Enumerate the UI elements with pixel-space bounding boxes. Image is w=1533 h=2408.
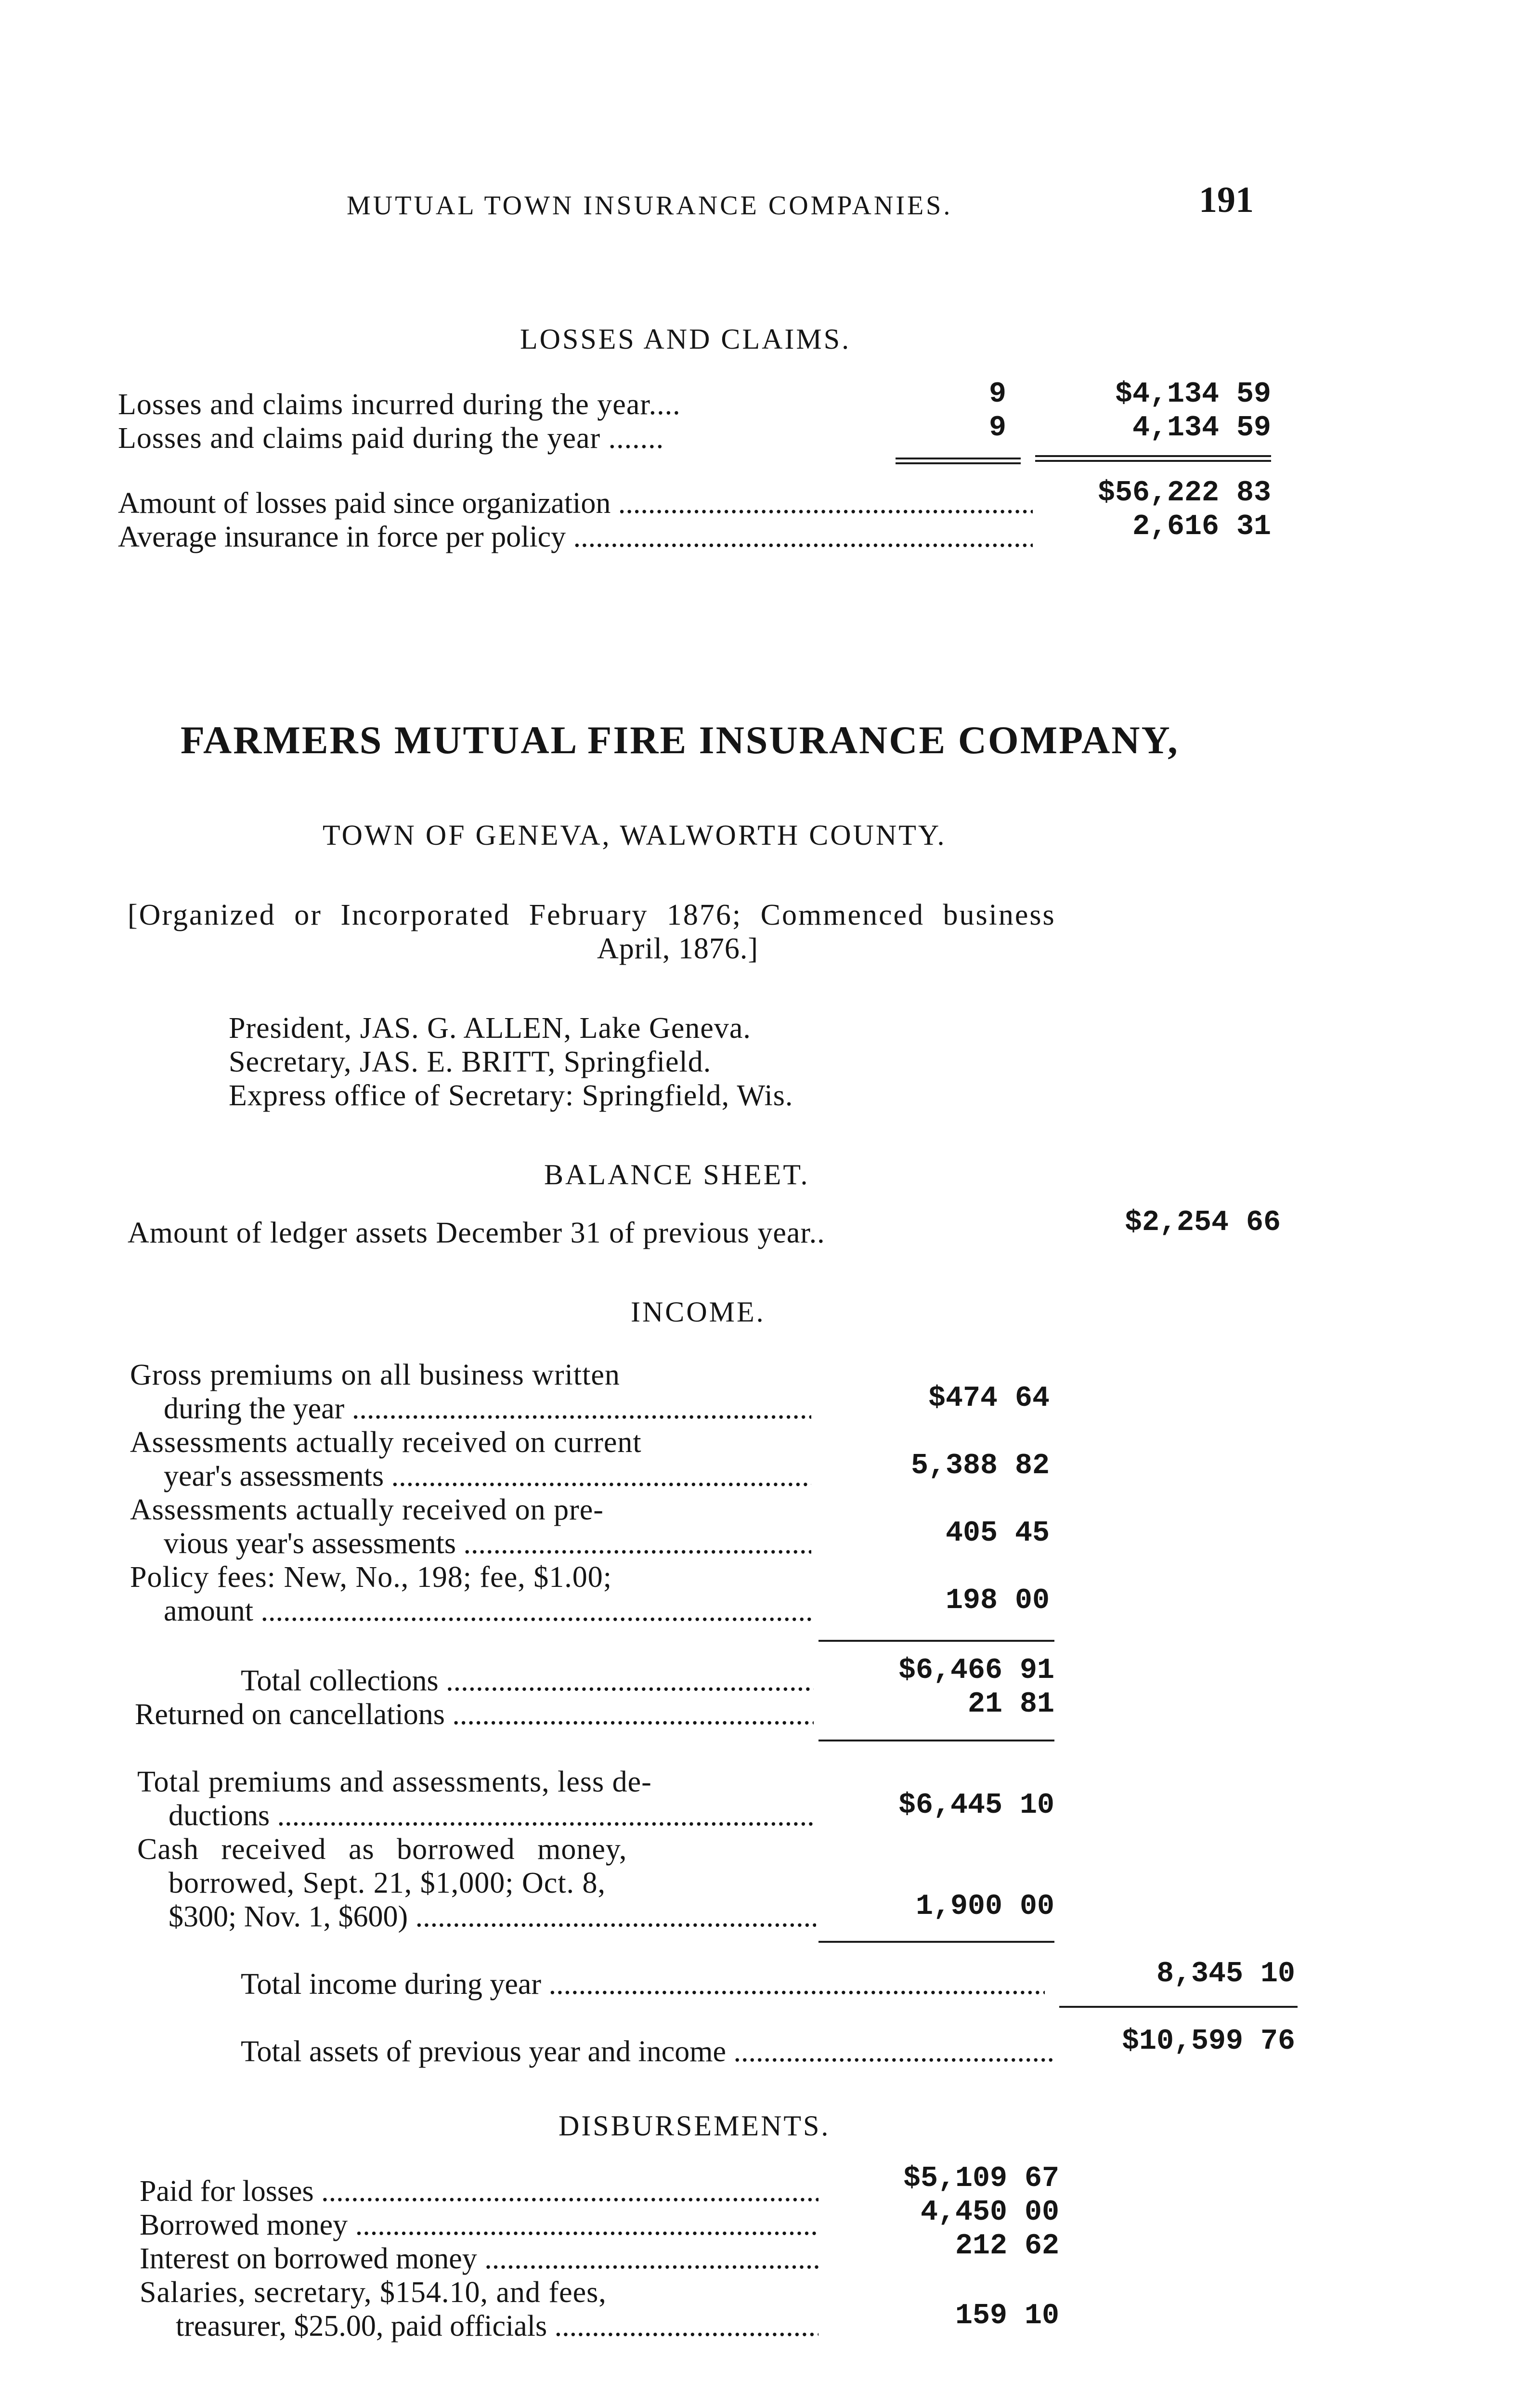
income-item-1-amount: $474 64 (928, 1382, 1050, 1415)
losses-since-organization-label: Amount of losses paid since organization ..... (118, 486, 1033, 521)
cash-borrowed-line-2: borrowed, Sept. 21, $1,000; Oct. 8, (169, 1867, 606, 1899)
balance-sheet-heading: BALANCE SHEET. (544, 1159, 810, 1191)
salaries-amount: 159 10 (955, 2300, 1059, 2332)
losses-incurred-amount: $4,134 59 (1115, 378, 1271, 411)
company-name: FARMERS MUTUAL FIRE INSURANCE COMPANY, (181, 718, 1179, 762)
income-heading: INCOME. (631, 1296, 766, 1328)
cash-borrowed-line-1: Cash received as borrowed money, (137, 1833, 627, 1866)
interest-amount: 212 62 (955, 2230, 1059, 2263)
cash-borrowed-amount: 1,900 00 (915, 1890, 1054, 1923)
company-location: TOWN OF GENEVA, WALWORTH COUNTY. (323, 819, 947, 851)
total-assets-label: Total assets of previous year and income ..... (241, 2035, 1054, 2069)
express-office: Express office of Secretary: Springfield, Wis. (229, 1079, 793, 1112)
income-item-3-line-2: vious year's assessments ..... (164, 1527, 811, 1561)
income-item-2-line-1: Assessments actually received on current (130, 1426, 642, 1459)
income-item-3-line-1: Assessments actually received on pre- (130, 1493, 604, 1526)
average-insurance-label: Average insurance in force per policy ..... (118, 520, 1033, 554)
income-item-2-line-2: year's assessments ..... (164, 1459, 811, 1493)
paid-losses-label: Paid for losses ..... (140, 2174, 818, 2209)
net-premiums-line-2: ductions ..... (169, 1799, 816, 1833)
income-rule (818, 1941, 1054, 1943)
collections-rule (818, 1640, 1054, 1642)
income-item-1-line-2: during the year ..... (164, 1392, 811, 1426)
returned-amount: 21 81 (967, 1688, 1054, 1721)
paid-losses-amount: $5,109 67 (903, 2162, 1059, 2195)
ledger-assets-label: Amount of ledger assets December 31 of previous year.. (128, 1217, 825, 1249)
average-insurance-amount: 2,616 31 (1132, 510, 1271, 543)
losses-incurred-label: Losses and claims incurred during the year.... (118, 388, 681, 421)
amount-double-rule (1035, 455, 1271, 462)
salaries-line-2: treasurer, $25.00, paid officials ..... (176, 2309, 818, 2343)
salaries-line-1: Salaries, secretary, $154.10, and fees, (140, 2276, 607, 2309)
organized-line-1: [Organized or Incorporated February 1876; Commenced business (128, 899, 1056, 931)
total-income-label: Total income during year ..... (241, 1967, 1045, 2002)
income-item-4-amount: 198 00 (945, 1584, 1050, 1617)
page-number: 191 (1199, 180, 1254, 220)
cash-borrowed-line-3: $300; Nov. 1, $600) ..... (169, 1900, 816, 1934)
losses-paid-label: Losses and claims paid during the year ....... (118, 422, 664, 455)
income-item-1-line-1: Gross premiums on all business written (130, 1359, 620, 1391)
income-item-4-line-2: amount ..... (164, 1594, 811, 1628)
organized-line-2: April, 1876.] (597, 932, 759, 965)
count-double-rule (896, 458, 1021, 464)
losses-incurred-count: 9 (988, 378, 1006, 411)
ledger-assets-amount: $2,254 66 (1124, 1206, 1281, 1239)
total-collections-amount: $6,466 91 (898, 1654, 1054, 1687)
officer-secretary: Secretary, JAS. E. BRITT, Springfield. (229, 1046, 712, 1078)
running-title: MUTUAL TOWN INSURANCE COMPANIES. (347, 191, 953, 221)
losses-heading: LOSSES AND CLAIMS. (520, 323, 851, 355)
disbursements-heading: DISBURSEMENTS. (559, 2110, 831, 2142)
income-item-4-line-1: Policy fees: New, No., 198; fee, $1.00; (130, 1561, 612, 1594)
income-item-2-amount: 5,388 82 (910, 1450, 1050, 1482)
total-income-rule (1059, 2006, 1298, 2008)
interest-label: Interest on borrowed money ..... (140, 2242, 818, 2276)
returned-rule (818, 1740, 1054, 1741)
total-collections-label: Total collections ..... (241, 1664, 814, 1698)
losses-paid-count: 9 (988, 412, 1006, 445)
net-premiums-amount: $6,445 10 (898, 1789, 1054, 1822)
total-assets-amount: $10,599 76 (1121, 2025, 1295, 2058)
losses-paid-amount: 4,134 59 (1132, 412, 1271, 445)
income-item-3-amount: 405 45 (945, 1517, 1050, 1550)
losses-since-organization-amount: $56,222 83 (1097, 477, 1271, 510)
borrowed-money-label: Borrowed money ..... (140, 2208, 818, 2242)
borrowed-money-amount: 4,450 00 (920, 2196, 1059, 2229)
net-premiums-line-1: Total premiums and assessments, less de- (137, 1766, 652, 1798)
total-income-amount: 8,345 10 (1156, 1958, 1295, 1990)
returned-label: Returned on cancellations ..... (135, 1698, 814, 1732)
officer-president: President, JAS. G. ALLEN, Lake Geneva. (229, 1012, 751, 1045)
